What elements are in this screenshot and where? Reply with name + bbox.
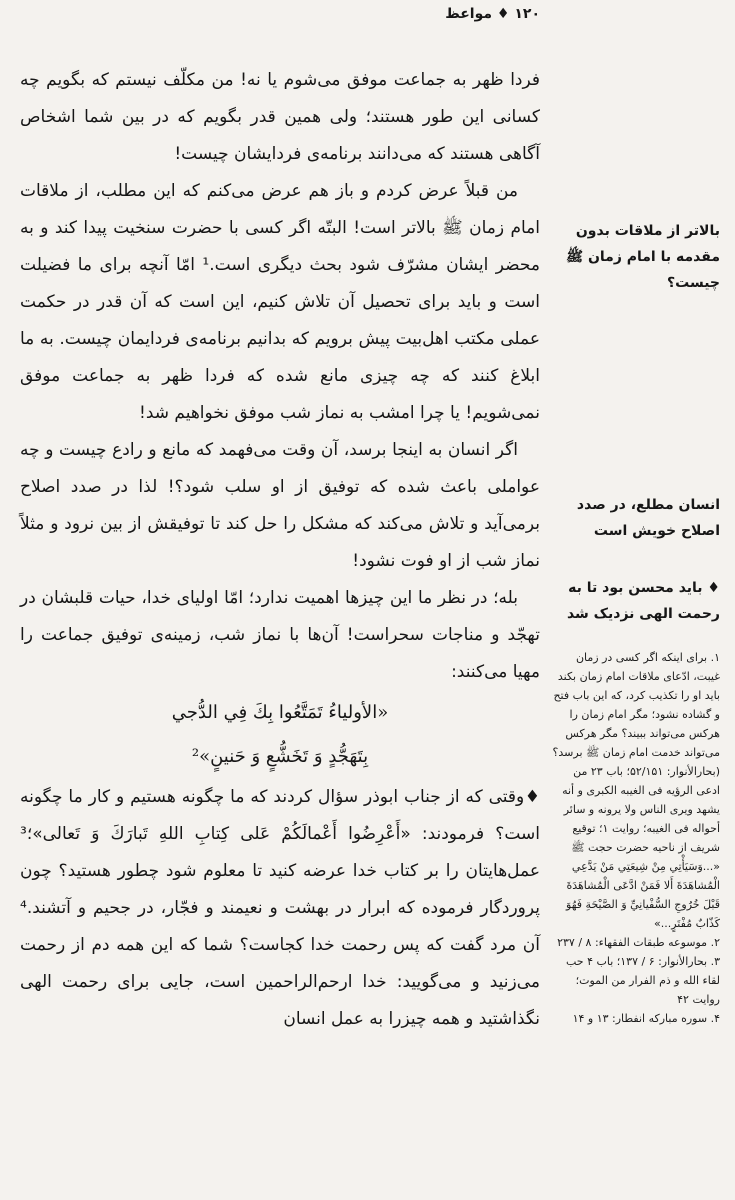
footnotes (548, 648, 720, 1028)
poem-verse-1: «الأولياءُ تَمَتَّعُوا بِكَ فِي الدُّجي (171, 702, 389, 723)
poem-verse-2: بِتَهَجُّدٍ وَ تَخَشُّعٍ وَ حَنينٍ»² (191, 746, 369, 767)
margin-note-2: انسان مطلع، در صدد اصلاح خویش است (576, 497, 720, 539)
margin-note-3: ♦ باید محسن بود تا به رحمت الهی نزدیک شد (566, 580, 720, 622)
paragraph: فردا ظهر به جماعت موفق می‌شوم یا نه! من مکلّف نیستم که بگویم چه کسانی این طور هستند؛ ولی همین قدر بگویم که در بین شما اشخاص آگاهی هستند که می‌دانند برنامه‌ی فردایشان چیست! (20, 70, 540, 164)
margin-note-1: بالاتر از ملاقات بدون مقدمه با امام زمان ﷺ چیست؟ (566, 223, 720, 291)
footnote-quote: «...وَسَيَأْتِي مِنْ شِيعَتِي مَنْ يَدَّعِي الْمُشاهَدَةَ أَلا فَمَنْ ادَّعَى الْمُشاهَدَةَ قَبْلَ خُرُوجِ السُّفْيانِيِّ وَ الصَّيْحَةِ فَهُوَ كَذّابٌ مُفْتَرٍ...» (566, 860, 720, 930)
paragraph: اگر انسان به اینجا برسد، آن وقت می‌فهمد که مانع و رادع چیست و چه عواملی باعث شده که توفیق از او سلب شود؟! لذا در صدد اصلاح برمی‌آید و تلاش می‌کند که مشکل را حل کند تا توفیقش از بین نرود و مثلاً نماز شب از او فوت نشود! (20, 440, 540, 571)
footnote-2: ۲. موسوعه طبقات الفقهاء: ۸ / ۲۳۷ (557, 936, 720, 949)
paragraph: من قبلاً عرض کردم و باز هم عرض می‌کنم که این مطلب، از ملاقات امام زمان ﷺ بالاتر است! البتّه اگر کسی با حضرت سنخیت پیدا کند و به محضر ایشان مشرّف شود بحث دیگری است.¹ امّا آنچه برای ما فضیلت است و باید برای تحصیل آن تلاش کنیم، این است که آن قدر در حکمت عملی مکتب اهل‌بیت پیش برویم که بدانیم برنامه‌ی فردایمان چیست. به ما ابلاغ کنند که چه چیزی مانع شده که فردا ظهر به جماعت موفق نمی‌شویم! یا چرا امشب به نماز شب موفق نخواهیم شد! (20, 181, 540, 423)
main-text (20, 62, 540, 1038)
footnote-3: ۳. بحارالأنوار: ۶ / ۱۳۷؛ باب ۴ حب لقاء الله و ذم الفرار من الموت؛ روایت ۴۲ (565, 955, 720, 1006)
footnote-1: ۱. برای اینکه اگر کسی در زمان غیبت، ادّعای ملاقات امام زمان بکند باید او را تکذیب کرد، که این باب فتح و گشاده نشود؛ مگر امام زمان را هرکس می‌تواند ببیند؟ مگر هرکس می‌تواند خدمت امام زمان ﷺ برسد؟ (بحارالأنوار: ۵۲/۱۵۱؛ باب ۲۳ من ادعی الرؤیه فی الغیبه الکبری و أنه یشهد ویری الناس ولا یرونه و سائر أحواله فی الغیبه؛ روایت ۱؛ توقیع شریف از ناحیه حضرت حجت ﷺ (552, 651, 720, 854)
paragraph: ♦وقتی که از جناب ابوذر سؤال کردند که ما چگونه هستیم و کار ما چگونه است؟ فرمودند: «أَعْرِضُوا أَعْمالَكُمْ عَلى كِتابِ اللهِ تَبارَكَ وَ تَعالى»؛³ عمل‌هایتان را بر کتاب خدا عرضه کنید تا معلوم شود چطور هستید؟ چون پروردگار فرموده که ابرار در بهشت و نعیمند و فجّار، در جحیم و آتشند.⁴ آن مرد گفت که پس رحمت خدا کجاست؟ شما که این همه دم از رحمت می‌زنید و می‌گویید: خدا ارحم‌الراحمین است، جایی برای رحمت الهی نگذاشتید و همه چیزرا به عمل انسان (20, 787, 540, 1029)
paragraph: بله؛ در نظر ما این چیزها اهمیت ندارد؛ امّا اولیای خدا، حیات قلبشان در تهجّد و مناجات سحراست! آن‌ها با نماز شب، زمینه‌ی توفیق جماعت را مهیا می‌کنند: (20, 588, 540, 682)
footnote-4: ۴. سوره مبارکه انفطار: ۱۳ و ۱۴ (572, 1012, 720, 1025)
page-header: ۱۲۰ ♦ مواعظ (445, 6, 540, 22)
